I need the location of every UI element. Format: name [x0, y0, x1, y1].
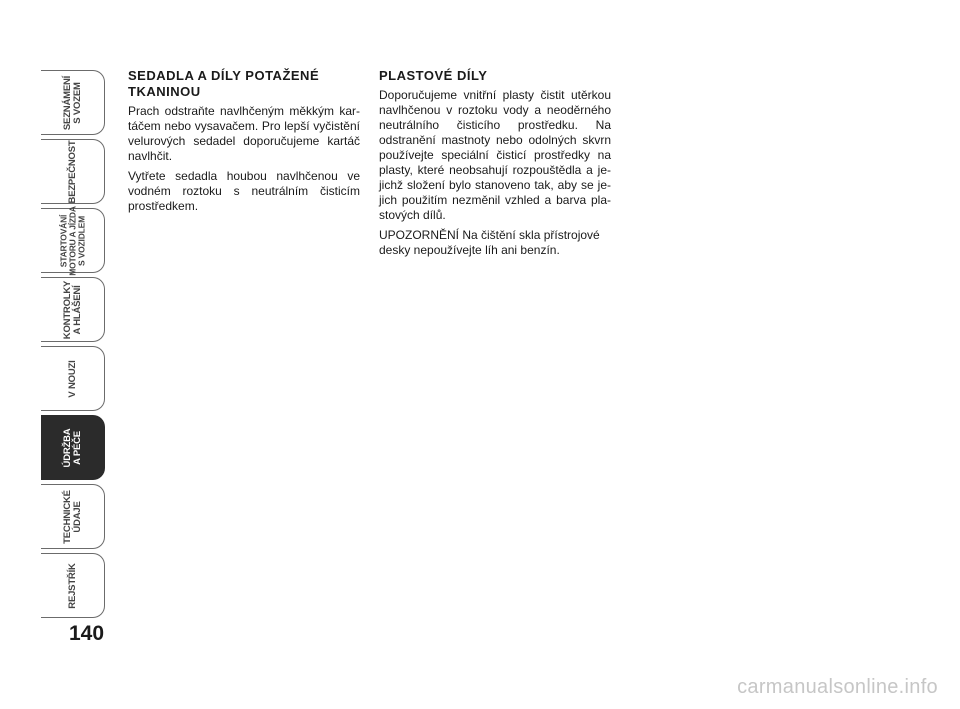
- section-heading: SEDADLA A DÍLY POTAŽENÉ TKANINOU: [128, 68, 320, 99]
- tab-label: REJSTŘÍK: [67, 563, 78, 609]
- paragraph: Vytřete sedadla houbou navlhčenou ve vodném roztoku s neutrálním čisticím prostředkem.: [128, 169, 360, 213]
- tab-startovani[interactable]: [41, 206, 105, 276]
- section-heading: PLASTOVÉ DÍLY: [379, 68, 488, 83]
- right-column: [379, 68, 611, 263]
- paragraph: UPOZORNĚNÍ Na čištění skla přístrojové desky nepoužívejte líh ani benzín.: [379, 228, 600, 257]
- tab-udrzba-a-pece[interactable]: [41, 415, 105, 480]
- paragraph: Prach odstraňte navlhčeným měkkým kartáčem nebo vysavačem. Pro lepší vyčistění velurových sedadel doporučujeme kartáč navlhčit.: [128, 104, 360, 163]
- tab-seznameni-s-vozem[interactable]: [41, 70, 105, 135]
- left-column: [128, 68, 360, 219]
- tab-technicke-udaje[interactable]: [41, 484, 105, 549]
- tab-label: TECHNICKÉ ÚDAJE: [62, 490, 83, 544]
- tab-v-nouzi[interactable]: [41, 346, 105, 411]
- tab-label: STARTOVÁNÍ MOTORU A JÍZDA S VOZIDLEM: [58, 206, 87, 276]
- tab-rejstrik[interactable]: [41, 553, 105, 618]
- tab-label: KONTROLKY A HLÁŠENÍ: [62, 280, 83, 340]
- watermark: carmanualsonline.info: [737, 676, 938, 698]
- tab-bezpecnost[interactable]: [41, 139, 105, 204]
- page-number: 140: [69, 622, 105, 645]
- tab-label: BEZPEČNOST: [67, 140, 78, 204]
- tab-label: V NOUZI: [67, 360, 78, 398]
- tab-label: ÚDRŽBA A PÉČE: [62, 428, 83, 468]
- tab-kontrolky[interactable]: [41, 277, 105, 342]
- paragraph: Doporučujeme vnitřní plasty čistit utěrkou navlhčenou v roztoku vody a neoděrného neutrálního čisticího prostředku. Na odstranění mastnoty nebo odolných skvrn používejte speciální čisticí prostředky na plasty, které neobsahují rozpouštědla a jejichž složení bylo stanoveno tak, aby se jejich použitím nezměnil vzhled a barva plastových dílů.: [379, 88, 611, 222]
- tab-label: SEZNÁMENÍ S VOZEM: [62, 75, 83, 131]
